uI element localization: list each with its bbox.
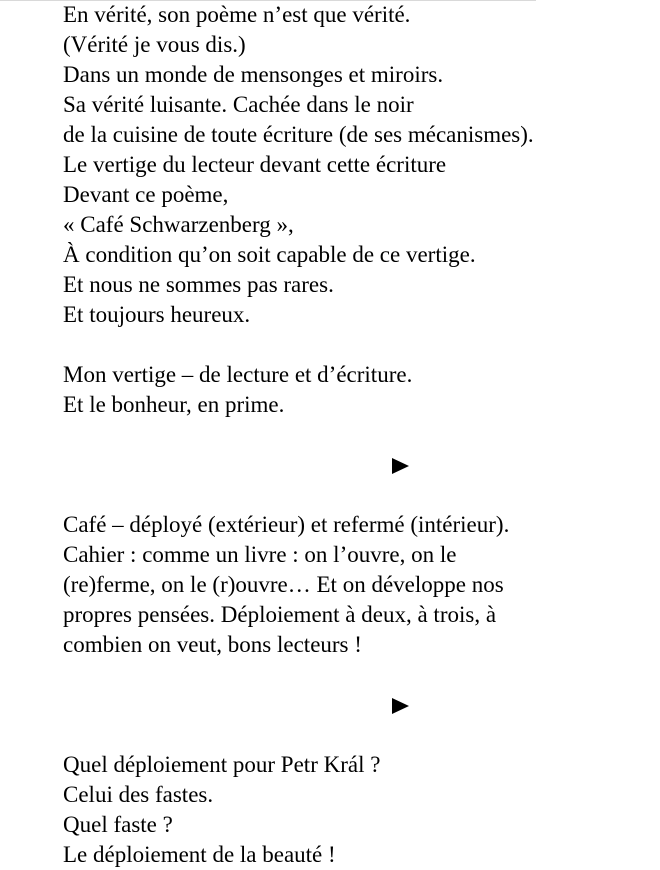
text-line: Celui des fastes. bbox=[63, 782, 214, 807]
section-separator bbox=[63, 450, 653, 480]
text-line: Café – déployé (extérieur) et refermé (intérieur). bbox=[63, 512, 510, 537]
text-line: Devant ce poème, bbox=[63, 182, 229, 207]
text-line: Le déploiement de la beauté ! bbox=[63, 842, 336, 867]
text-line: Et le bonheur, en prime. bbox=[63, 392, 285, 417]
text-line: (Vérité je vous dis.) bbox=[63, 32, 246, 57]
blank-line bbox=[63, 420, 653, 450]
stanza-1 bbox=[63, 0, 653, 330]
text-line: En vérité, son poème n’est que vérité. bbox=[63, 2, 411, 27]
blank-line bbox=[63, 720, 653, 750]
text-line: (re)ferme, on le (r)ouvre… Et on développe nos bbox=[63, 572, 504, 597]
text-line: À condition qu’on soit capable de ce vertige. bbox=[63, 242, 476, 267]
text-line: de la cuisine de toute écriture (de ses mécanismes). bbox=[63, 122, 534, 147]
text-line: combien on veut, bons lecteurs ! bbox=[63, 632, 362, 657]
text-line: Et toujours heureux. bbox=[63, 302, 251, 327]
text-line: Cahier : comme un livre : on l’ouvre, on le bbox=[63, 542, 457, 567]
text-line: « Café Schwarzenberg », bbox=[63, 212, 294, 237]
text-line: Le vertige du lecteur devant cette écriture bbox=[63, 152, 447, 177]
right-triangle-icon bbox=[392, 698, 409, 714]
blank-line bbox=[63, 480, 653, 510]
text-line: Quel déploiement pour Petr Král ? bbox=[63, 752, 381, 777]
right-triangle-icon bbox=[392, 458, 409, 474]
text-line: Sa vérité luisante. Cachée dans le noir bbox=[63, 92, 414, 117]
stanza-2 bbox=[63, 360, 653, 420]
text-line: propres pensées. Déploiement à deux, à trois, à bbox=[63, 602, 497, 627]
stanza-4 bbox=[63, 750, 653, 870]
text-line: Dans un monde de mensonges et miroirs. bbox=[63, 62, 444, 87]
section-separator bbox=[63, 690, 653, 720]
stanza-3 bbox=[63, 510, 653, 660]
text-line: Quel faste ? bbox=[63, 812, 173, 837]
poem-page bbox=[63, 0, 653, 870]
text-line: Mon vertige – de lecture et d’écriture. bbox=[63, 362, 413, 387]
blank-line bbox=[63, 660, 653, 690]
text-line: Et nous ne sommes pas rares. bbox=[63, 272, 334, 297]
blank-line bbox=[63, 330, 653, 360]
